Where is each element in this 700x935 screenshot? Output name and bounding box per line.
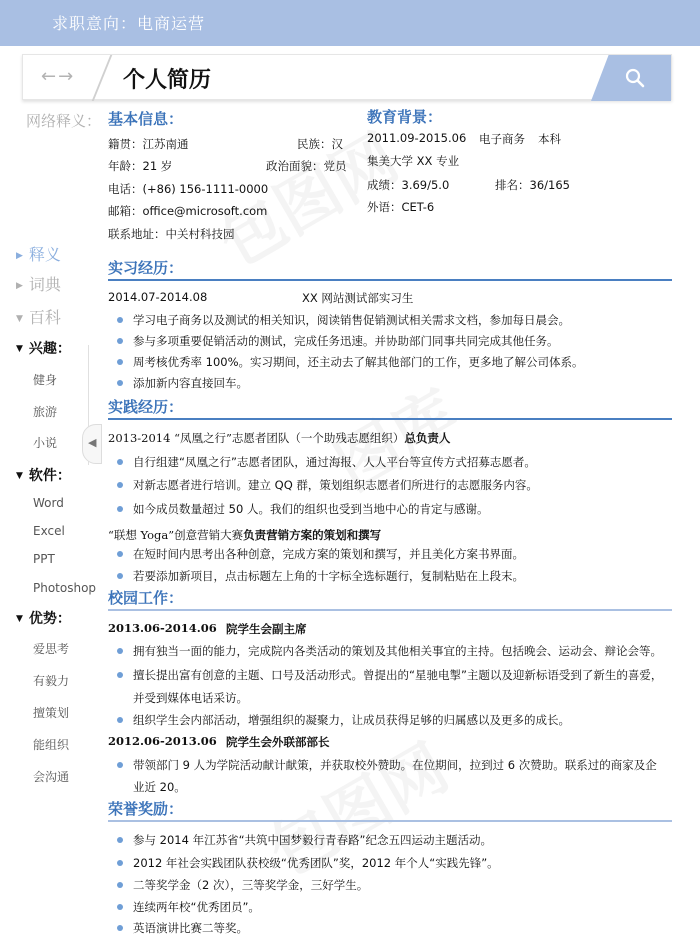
email: 邮箱：office@microsoft.com (108, 204, 268, 218)
edu-major: 电子商务 (479, 132, 525, 146)
triangle-down-icon: ▼ (16, 314, 23, 324)
interest-item: 健身 (33, 373, 58, 387)
edu-score: 成绩：3.69/5.0 (367, 178, 450, 192)
nav-dictionary[interactable]: ▶ 词典 (16, 275, 61, 294)
strength-item: 会沟通 (33, 770, 70, 784)
phone: 电话：(+86) 156-1111-0000 (108, 182, 269, 196)
ethnicity: 民族：汉 (297, 137, 343, 151)
edu-degree: 本科 (538, 132, 561, 146)
interests-heading: ▼ 兴趣： (16, 341, 71, 357)
back-forward-icon[interactable]: ←→ (41, 66, 76, 87)
basic-info-heading: 基本信息： (108, 110, 184, 128)
bullet-icon (117, 762, 123, 768)
bullet-icon (117, 317, 123, 323)
age: 年龄：21 岁 (108, 159, 173, 173)
practice-head-2: “联想 Yoga”创意营销大赛负责营销方案的策划和撰写 (108, 528, 382, 542)
left-sidebar (0, 100, 104, 935)
bullet-icon (117, 482, 123, 488)
list-item-continued: 业近 20。 (133, 780, 186, 794)
list-item: 擅长提出富有创意的主题、口号及活动形式。曾提出的“星驰电掣”主题以及迎新标语受到了新生的喜爱， (133, 668, 663, 682)
list-item: 2012 年社会实践团队获校级“优秀团队”奖，2012 年个人“实践先锋”。 (133, 856, 499, 870)
bullet-icon (117, 882, 123, 888)
software-item: Excel (33, 524, 65, 538)
triangle-right-icon: ▶ (16, 251, 23, 261)
list-item: 如今成员数量超过 50 人。我们的组织也受到当地中心的肯定与感谢。 (133, 502, 489, 516)
interest-item: 小说 (33, 436, 58, 450)
list-item: 自行组建“凤凰之行”志愿者团队，通过海报、人人平台等宣传方式招募志愿者。 (133, 455, 536, 469)
search-button[interactable] (591, 55, 671, 101)
bullet-icon (117, 338, 123, 344)
software-heading: ▼ 软件： (16, 468, 71, 484)
edu-rank: 排名：36/165 (495, 178, 570, 192)
honors-heading: 荣誉奖励： (108, 800, 184, 818)
campus-role-1: 院学生会副主席 (226, 622, 307, 636)
address: 联系地址：中关村科技园 (108, 227, 235, 241)
campus-period-2: 2012.06-2013.06 (108, 734, 217, 748)
bullet-icon (117, 459, 123, 465)
page-title: 个人简历 (123, 68, 212, 93)
edu-school: 集美大学 XX 专业 (367, 154, 460, 168)
section-rule (108, 279, 672, 281)
list-item: 周考核优秀率 100%。实习期间，还主动去了解其他部门的工作，更多地了解公司体系。 (133, 355, 584, 369)
list-item: 二等奖学金（2 次），三等奖学金，三好学生。 (133, 878, 369, 892)
list-item: 参与多项重要促销活动的测试，完成任务迅速。并协助部门同事共同完成其他任务。 (133, 334, 559, 348)
internship-heading: 实习经历： (108, 259, 184, 277)
strength-item: 爱思考 (33, 642, 70, 656)
practice-head-1: 2013-2014 “凤凰之行”志愿者团队（一个助残志愿组织）总负责人 (108, 431, 451, 445)
bullet-icon (117, 860, 123, 866)
bullet-icon (117, 837, 123, 843)
bullet-icon (117, 506, 123, 512)
strength-item: 有毅力 (33, 674, 70, 688)
edu-period: 2011.09-2015.06 (367, 131, 467, 145)
triangle-right-icon: ▶ (16, 281, 23, 291)
job-intent: 求职意向：电商运营 (52, 14, 206, 33)
practice-heading: 实践经历： (108, 398, 184, 416)
software-item: Photoshop (33, 581, 97, 595)
triangle-down-icon: ▼ (16, 614, 23, 624)
software-item: PPT (33, 552, 55, 566)
political-status: 政治面貌：党员 (266, 159, 347, 173)
web-definition-label: 网络释义： (26, 112, 102, 130)
list-item: 在短时间内思考出各种创意，完成方案的策划和撰写，并且美化方案书界面。 (133, 547, 524, 561)
list-item: 带领部门 9 人为学院活动献计献策，并获取校外赞助。在位期间，拉到过 6 次赞助。联系过的商家及企 (133, 758, 657, 772)
list-item: 组织学生会内部活动，增强组织的凝聚力，让成员获得足够的归属感以及更多的成长。 (133, 713, 570, 727)
nav-definition[interactable]: ▶ 释义 (16, 245, 61, 264)
triangle-down-icon: ▼ (16, 344, 23, 354)
hometown: 籍贯：江苏南通 (108, 137, 189, 151)
bullet-icon (117, 551, 123, 557)
bullet-icon (117, 717, 123, 723)
campus-period-1: 2013.06-2014.06 (108, 621, 217, 635)
internship-role: XX 网站测试部实习生 (302, 291, 414, 305)
software-item: Word (33, 496, 64, 510)
strength-item: 能组织 (33, 738, 70, 752)
section-rule (108, 418, 672, 420)
list-item: 参与 2014 年江苏省“共筑中国梦毅行青春路”纪念五四运动主题活动。 (133, 833, 492, 847)
list-item: 连续两年校“优秀团员”。 (133, 900, 260, 914)
bullet-icon (117, 573, 123, 579)
list-item: 英语演讲比赛二等奖。 (133, 921, 248, 935)
education-heading: 教育背景： (367, 108, 443, 126)
triangle-left-icon: ◀ (88, 436, 97, 449)
bullet-icon (117, 672, 123, 678)
search-bar (22, 54, 672, 100)
campus-role-2: 院学生会外联部部长 (226, 735, 330, 749)
list-item: 添加新内容直接回车。 (133, 376, 248, 390)
edu-language: 外语：CET-6 (367, 200, 435, 214)
list-item: 拥有独当一面的能力，完成院内各类活动的策划及其他相关事宜的主持。包括晚会、运动会、辩论会等。 (133, 644, 662, 658)
nav-encyclopedia[interactable]: ▼ 百科 (16, 308, 61, 327)
collapse-handle[interactable] (82, 424, 102, 464)
top-bar (0, 0, 700, 46)
search-icon (625, 68, 645, 88)
strength-item: 擅策划 (33, 706, 70, 720)
list-item-continued: 并受到媒体电话采访。 (133, 691, 248, 705)
section-rule (108, 609, 672, 611)
bullet-icon (117, 925, 123, 931)
internship-period: 2014.07-2014.08 (108, 290, 208, 304)
list-item: 若要添加新项目，点击标题左上角的十字标全选标题行，复制粘贴在上段末。 (133, 569, 524, 583)
triangle-down-icon: ▼ (16, 471, 23, 481)
bullet-icon (117, 648, 123, 654)
list-item: 学习电子商务以及测试的相关知识，阅读销售促销测试相关需求文档，参加每日晨会。 (133, 313, 570, 327)
strengths-heading: ▼ 优势： (16, 611, 71, 627)
bullet-icon (117, 380, 123, 386)
bullet-icon (117, 359, 123, 365)
divider (92, 55, 113, 101)
campus-heading: 校园工作： (108, 589, 184, 607)
interest-item: 旅游 (33, 405, 58, 419)
section-rule (108, 820, 672, 822)
list-item: 对新志愿者进行培训。建立 QQ 群，策划组织志愿者们所进行的志愿服务内容。 (133, 478, 538, 492)
bullet-icon (117, 904, 123, 910)
